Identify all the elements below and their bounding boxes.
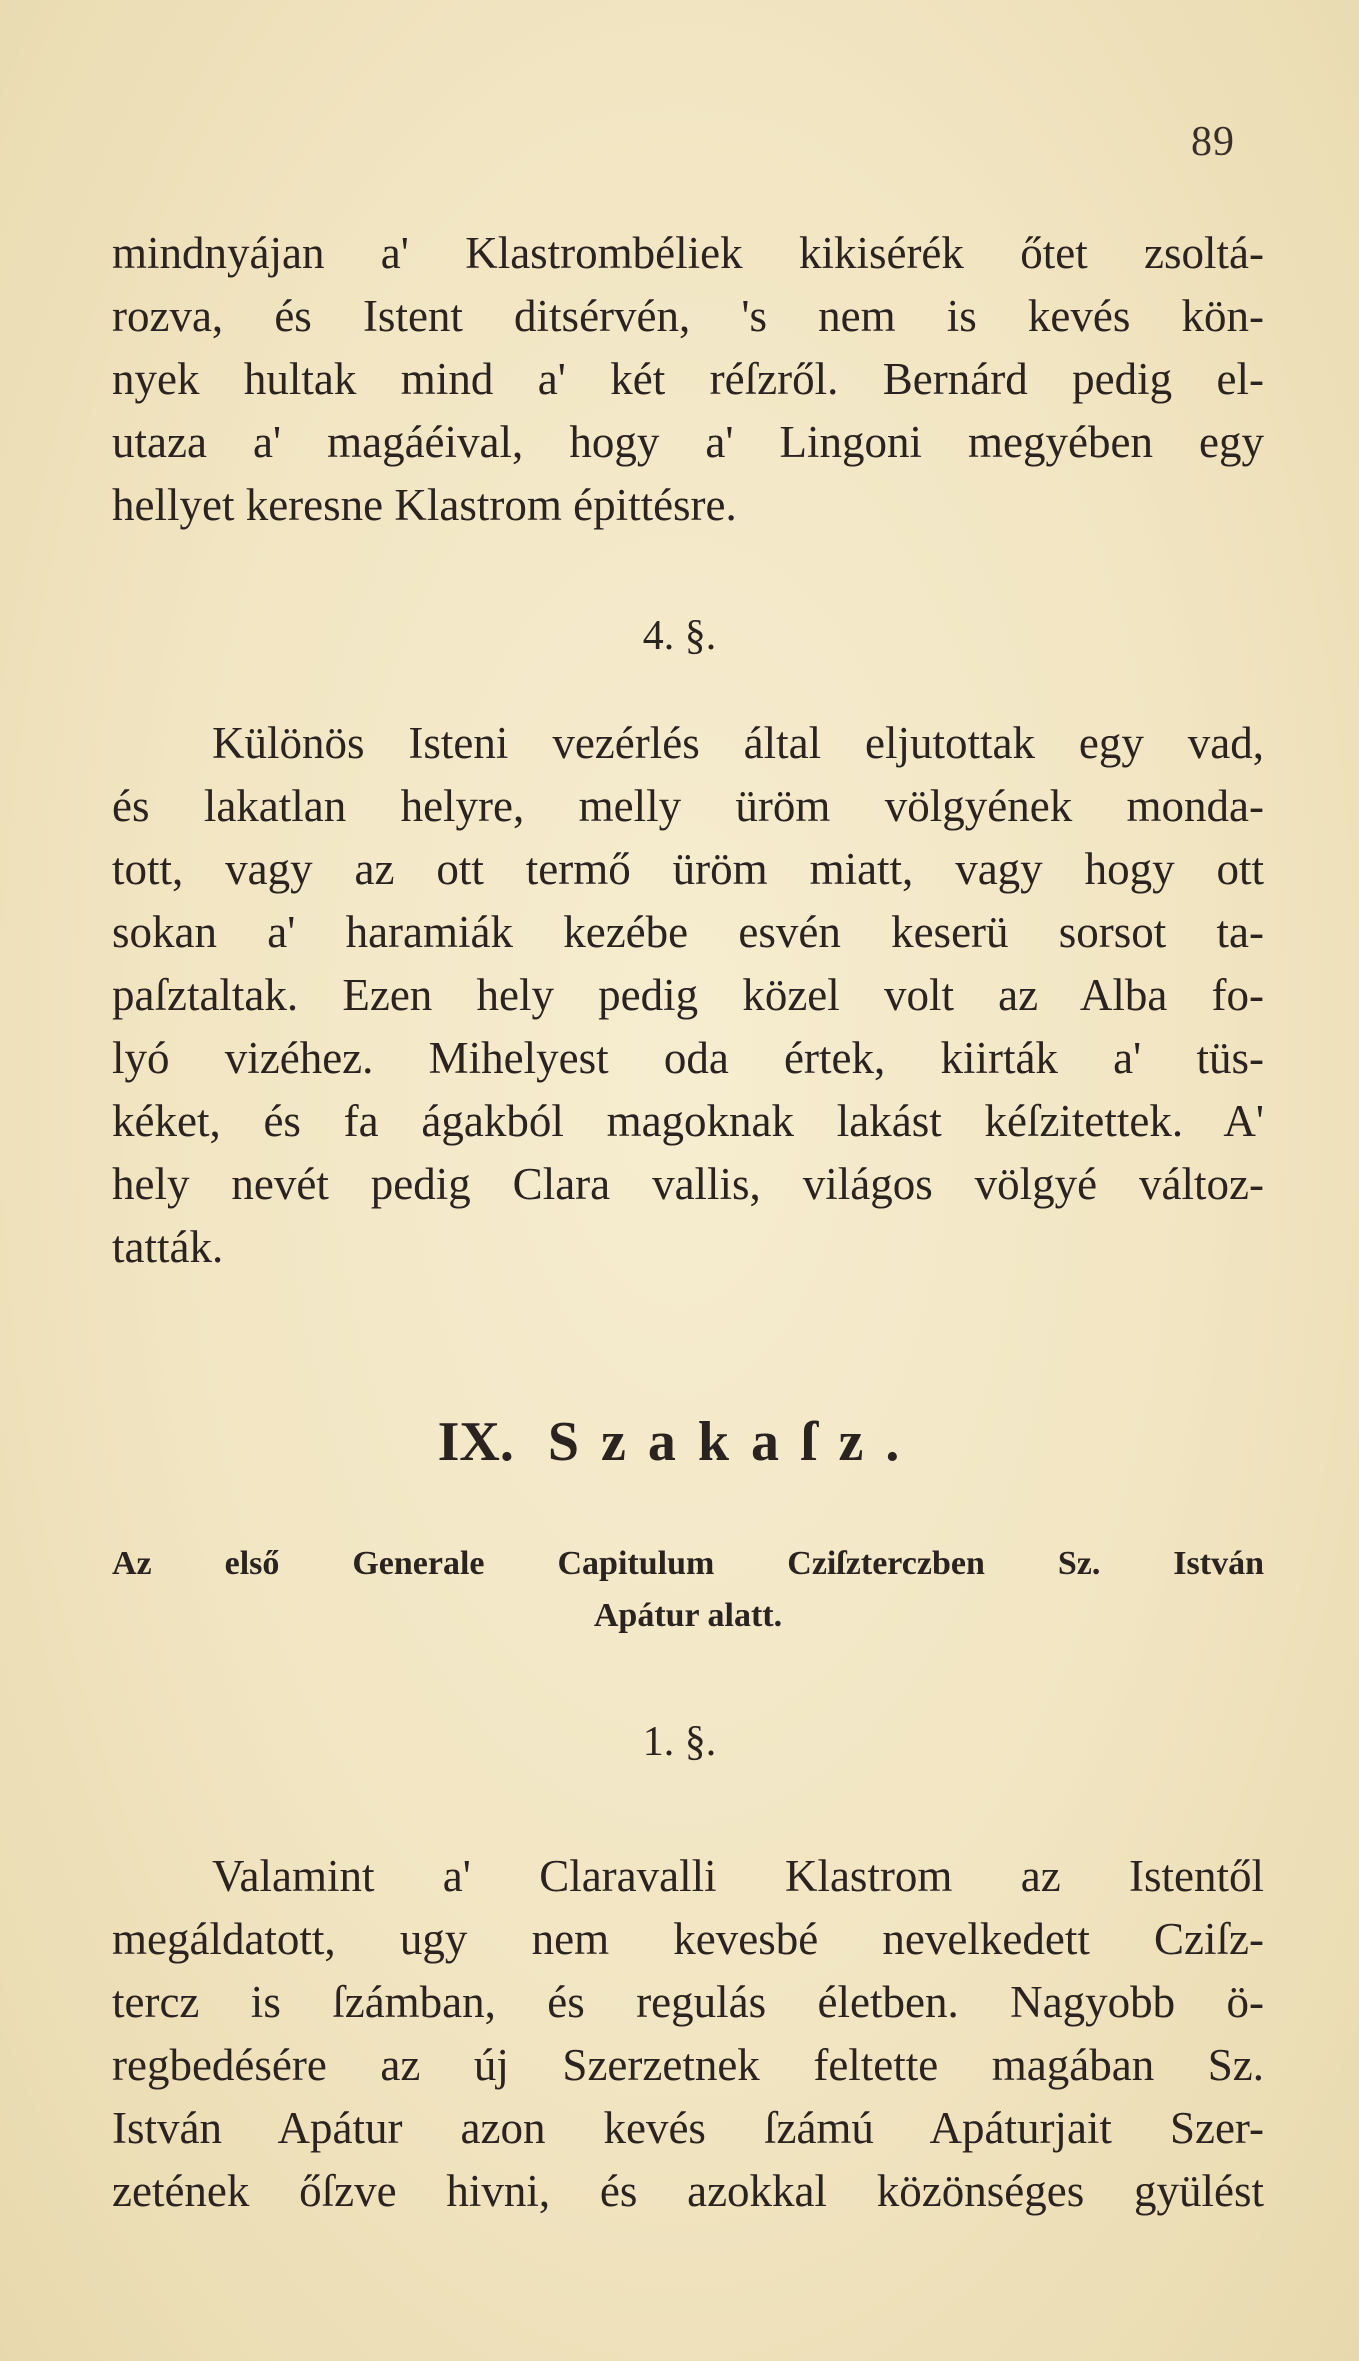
- text-line: tott, vagy az ott termő üröm miatt, vagy hogy ott: [112, 844, 1264, 894]
- paragraph-3: [112, 1845, 1264, 2223]
- paragraph-2: [112, 712, 1264, 1279]
- chapter-number: IX.: [437, 1411, 514, 1473]
- chapter-title-line: Az első Generale Capitulum Cziſzterczben Sz. István: [112, 1545, 1264, 1582]
- text-line: paſztaltak. Ezen hely pedig közel volt az Alba fo-: [112, 970, 1264, 1020]
- text-line: megáldatott, ugy nem kevesbé nevelkedett Cziſz-: [112, 1914, 1264, 1964]
- text-line: nyek hultak mind a' két réſzről. Bernárd pedig el-: [112, 354, 1264, 404]
- paragraph-1: [112, 222, 1264, 537]
- section-1-heading: 1. §.: [642, 1719, 717, 1765]
- text-line: lyó vizéhez. Mihelyest oda értek, kiirták a' tüs-: [112, 1033, 1264, 1083]
- section-4-heading: 4. §.: [642, 613, 717, 659]
- text-line: regbedésére az új Szerzetnek feltette magában Sz.: [112, 2040, 1264, 2090]
- text-line: rozva, és Istent ditsérvén, 's nem is kevés kön-: [112, 291, 1264, 341]
- chapter-title-line: Apátur alatt.: [593, 1597, 783, 1634]
- text-line: mindnyájan a' Klastrombéliek kikisérék őtet zsoltá-: [112, 228, 1264, 278]
- chapter-word: Szakaſz.: [547, 1411, 922, 1473]
- text-line: zetének őſzve hivni, és azokkal közönséges gyülést: [112, 2166, 1264, 2216]
- text-line: Valamint a' Claravalli Klastrom az Istentől: [212, 1851, 1264, 1901]
- text-line: tercz is ſzámban, és regulás életben. Nagyobb ö-: [112, 1977, 1264, 2027]
- page-number: 89: [1191, 119, 1235, 165]
- chapter-heading: [0, 1410, 1359, 1474]
- text-line: hely nevét pedig Clara vallis, világos völgyé változ-: [112, 1159, 1264, 1209]
- text-line: és lakatlan helyre, melly üröm völgyének monda-: [112, 781, 1264, 831]
- text-line: utaza a' magáéival, hogy a' Lingoni megyében egy: [112, 417, 1264, 467]
- text-line: tatták.: [112, 1222, 224, 1272]
- text-line: sokan a' haramiák kezébe esvén keserü sorsot ta-: [112, 907, 1264, 957]
- text-line: Különös Isteni vezérlés által eljutottak egy vad,: [212, 718, 1264, 768]
- chapter-title: [112, 1538, 1264, 1642]
- text-line: István Apátur azon kevés ſzámú Apáturjait Szer-: [112, 2103, 1264, 2153]
- text-line: hellyet keresne Klastrom épittésre.: [112, 480, 737, 530]
- text-line: kéket, és fa ágakból magoknak lakást kéſzitettek. A': [112, 1096, 1264, 1146]
